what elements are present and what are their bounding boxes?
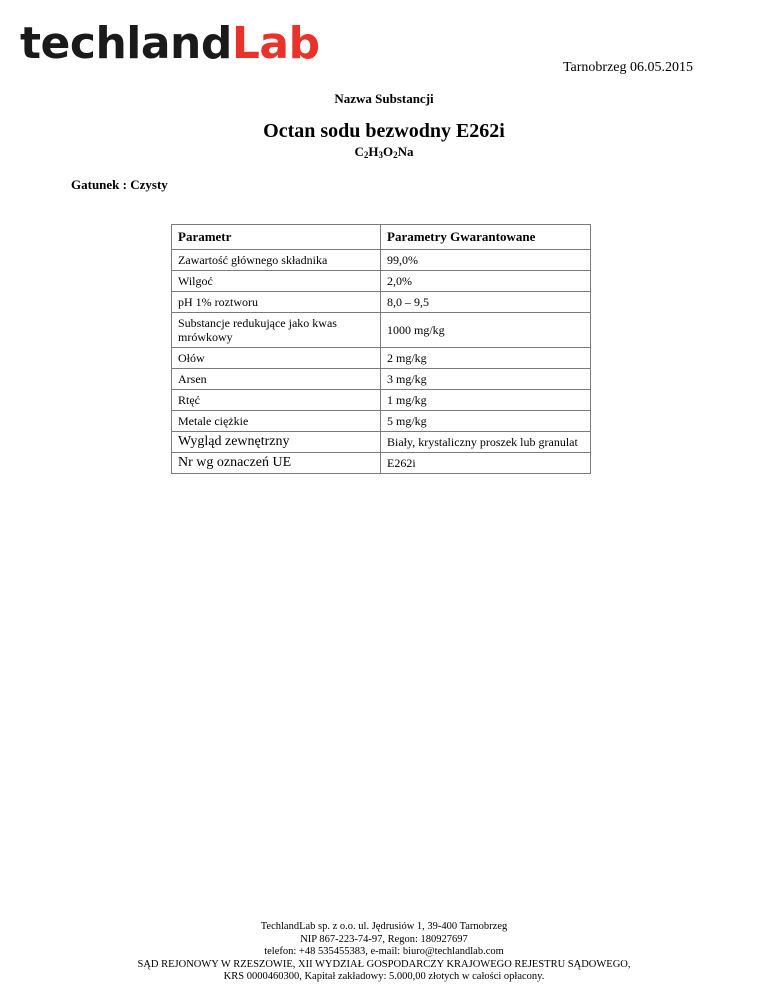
footer-line: KRS 0000460300, Kapitał zakładowy: 5.000,00 złotych w całości opłacony. <box>223 971 545 982</box>
formula-subscript: 2 <box>363 150 369 160</box>
formula-element: C <box>354 144 364 159</box>
table-row <box>172 390 591 411</box>
grade-label: Gatunek : Czysty <box>71 177 168 192</box>
parameter-value: 8,0 – 9,5 <box>381 292 591 313</box>
parameter-name: Ołów <box>172 348 381 369</box>
parameter-name: Substancje redukujące jako kwas mrówkowy <box>172 313 381 348</box>
logo-text-techland: techland <box>20 18 232 69</box>
parameter-name: Metale ciężkie <box>172 411 381 432</box>
footer-line: TechlandLab sp. z o.o. ul. Jędrusiów 1, 39-400 Tarnobrzeg <box>260 921 508 932</box>
footer-line: telefon: +48 535455383, e-mail: biuro@techlandlab.com <box>264 946 504 957</box>
table-row <box>172 313 591 348</box>
parameter-name: pH 1% roztworu <box>172 292 381 313</box>
formula-subscript: 2 <box>393 150 398 160</box>
table-row <box>172 453 591 474</box>
header-parametry-gwarantowane: Parametry Gwarantowane <box>381 225 591 250</box>
substance-label: Nazwa Substancji <box>334 91 434 106</box>
parameter-value: E262i <box>381 453 591 474</box>
parameter-name: Nr wg oznaczeń UE <box>172 453 381 474</box>
specification-table <box>171 224 591 474</box>
table-header-row <box>172 225 591 250</box>
parameter-name: Arsen <box>172 369 381 390</box>
header-parametr: Parametr <box>172 225 381 250</box>
parameter-value: 99,0% <box>381 250 591 271</box>
parameter-value: Biały, krystaliczny proszek lub granulat <box>381 432 591 453</box>
formula-element: Na <box>397 144 414 159</box>
formula-element: H <box>368 144 379 159</box>
table-row <box>172 369 591 390</box>
parameter-value: 5 mg/kg <box>381 411 591 432</box>
parameter-name: Wygląd zewnętrzny <box>172 432 381 453</box>
substance-name: Octan sodu bezwodny E262i <box>263 120 505 142</box>
parameter-value: 3 mg/kg <box>381 369 591 390</box>
footer-line: NIP 867-223-74-97, Regon: 180927697 <box>300 933 468 945</box>
logo-text-lab: Lab <box>231 18 320 69</box>
table-row <box>172 271 591 292</box>
company-logo <box>20 18 320 69</box>
parameter-value: 1000 mg/kg <box>381 313 591 348</box>
parameter-value: 1 mg/kg <box>381 390 591 411</box>
document-date: Tarnobrzeg 06.05.2015 <box>562 60 693 75</box>
parameter-name: Wilgoć <box>172 271 381 292</box>
formula-element: O <box>383 144 394 159</box>
parameter-name: Zawartość głównego składnika <box>172 250 381 271</box>
table-row <box>172 292 591 313</box>
table-row <box>172 348 591 369</box>
table-row <box>172 432 591 453</box>
table-row <box>172 250 591 271</box>
table-row <box>172 411 591 432</box>
formula-subscript: 3 <box>378 150 383 160</box>
parameter-value: 2 mg/kg <box>381 348 591 369</box>
company-footer <box>0 921 768 984</box>
chemical-formula <box>0 144 768 160</box>
footer-line: SĄD REJONOWY W RZESZOWIE, XII WYDZIAŁ GOSPODARCZY KRAJOWEGO REJESTRU SĄDOWEGO, <box>137 958 631 970</box>
parameter-name: Rtęć <box>172 390 381 411</box>
parameter-value: 2,0% <box>381 271 591 292</box>
